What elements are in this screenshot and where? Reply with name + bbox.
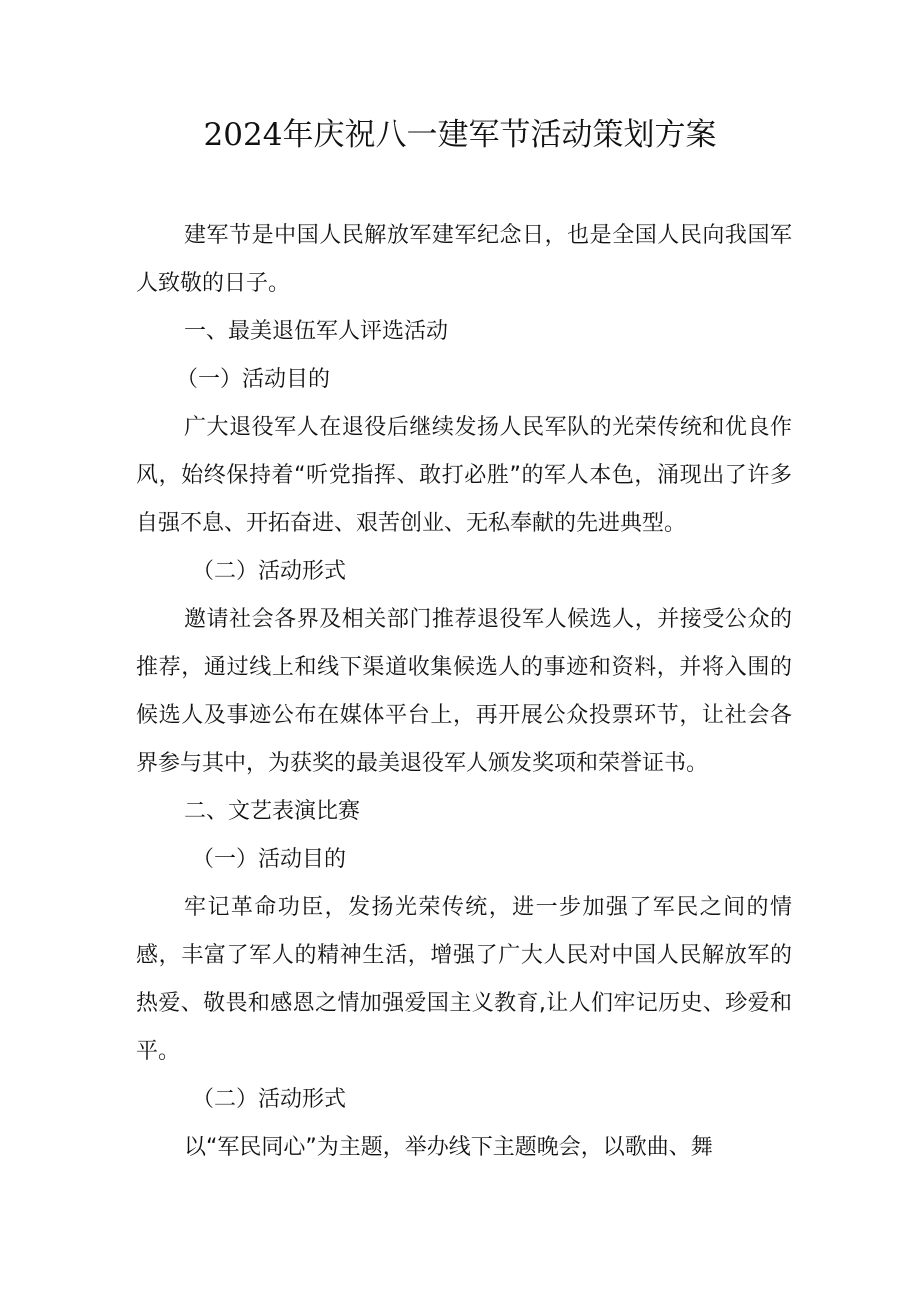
paragraph-1-1: 广大退役军人在退役后继续发扬人民军队的光荣传统和优良作风，始终保持着“听党指挥、敢打必胜”的军人本色，涌现出了许多自强不息、开拓奋进、艰苦创业、无私奉献的先进典型。 [136,415,792,536]
document-title: 2024年庆祝八一建军节活动策划方案 [203,117,717,153]
intro-paragraph: 建军节是中国人民解放军建军纪念日，也是全国人民向我国军人致敬的日子。 [136,223,792,296]
subsection-heading-1-1: （一）活动目的 [176,367,331,392]
paragraph-2-2: 以“军民同心”为主题，举办线下主题晚会，以歌曲、舞 [184,1135,713,1160]
document-body [136,212,792,1172]
section-heading-1: 一、最美退伍军人评选活动 [184,319,449,344]
subsection-heading-1-2: （二）活动形式 [192,559,347,584]
section-heading-2: 二、文艺表演比赛 [184,799,361,824]
subsection-heading-2-1: （一）活动目的 [192,847,347,872]
subsection-heading-2-2: （二）活动形式 [192,1087,347,1112]
paragraph-2-1: 牢记革命功臣，发扬光荣传统，进一步加强了军民之间的情感，丰富了军人的精神生活，增强了广大人民对中国人民解放军的热爱、敬畏和感恩之情加强爱国主义教育,让人们牢记历史、珍爱和平。 [136,895,792,1064]
paragraph-1-2: 邀请社会各界及相关部门推荐退役军人候选人，并接受公众的推荐，通过线上和线下渠道收集候选人的事迹和资料，并将入围的候选人及事迹公布在媒体平台上，再开展公众投票环节，让社会各界参与其中，为获奖的最美退役军人颁发奖项和荣誉证书。 [136,607,792,776]
